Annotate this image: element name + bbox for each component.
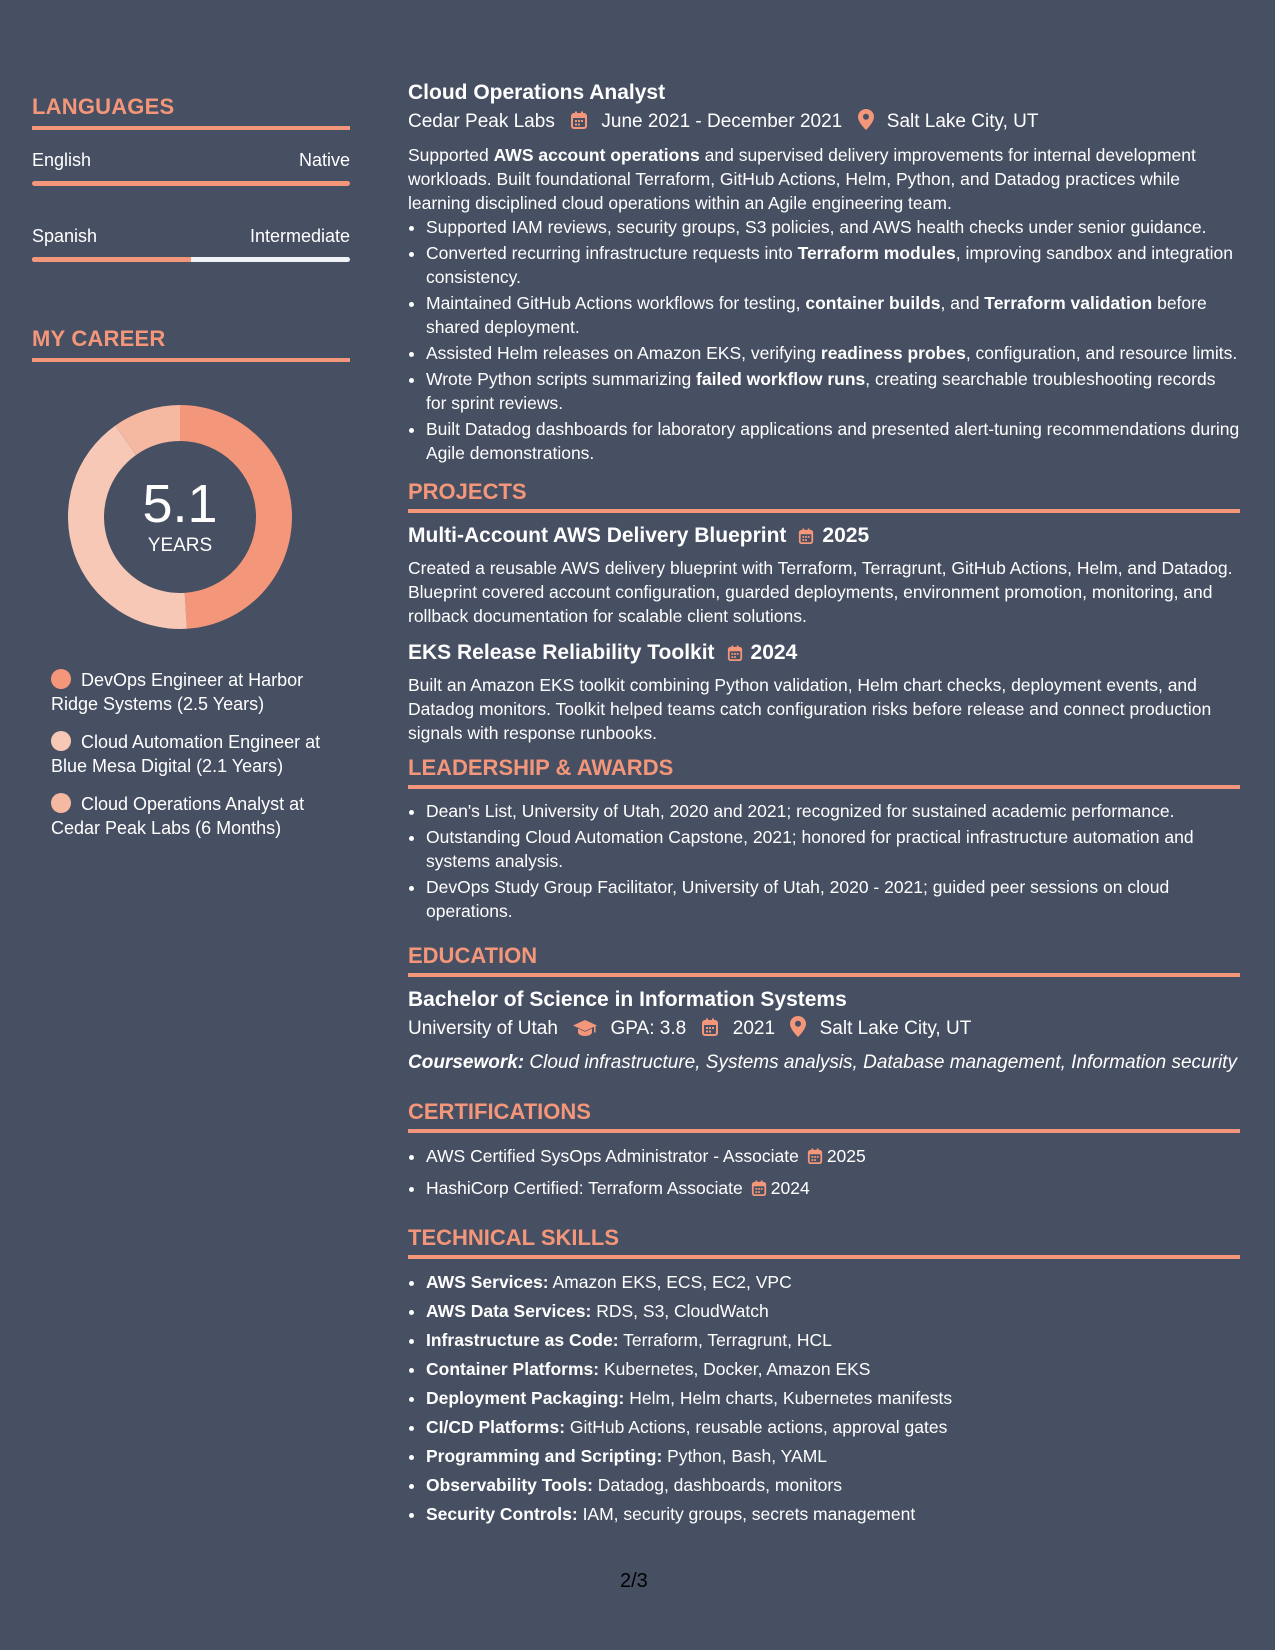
location-pin-icon <box>790 1016 806 1046</box>
languages-heading: LANGUAGES <box>32 94 350 130</box>
job-bullet <box>426 341 1240 365</box>
projects-heading: PROJECTS <box>408 479 1240 513</box>
skill-item <box>426 1443 1240 1470</box>
education-heading: EDUCATION <box>408 943 1240 977</box>
leadership-list <box>408 799 1240 923</box>
location-pin-icon <box>858 109 874 139</box>
project-title-row <box>408 523 1240 552</box>
certification-item <box>426 1175 1240 1205</box>
emphasis-text: readiness probes <box>820 343 966 363</box>
project-year: 2024 <box>750 641 798 664</box>
text-run: , configuration, and resource limits. <box>965 343 1238 363</box>
certification-name: HashiCorp Certified: Terraform Associate <box>426 1178 743 1198</box>
career-legend-item <box>51 792 326 840</box>
skill-values: Terraform, Terragrunt, HCL <box>618 1330 832 1350</box>
career-total-years: 5.1 <box>142 474 218 534</box>
school-name: University of Utah <box>408 1018 558 1039</box>
job-title: Cloud Operations Analyst <box>408 81 666 104</box>
page-number: 2/3 <box>620 1570 648 1592</box>
certification-name: AWS Certified SysOps Administrator - Associate <box>426 1146 799 1166</box>
career-heading: MY CAREER <box>32 326 350 362</box>
language-level: Intermediate <box>249 226 350 246</box>
text-run: , improving sandbox and integration consistency. <box>426 243 1234 287</box>
text-run: , creating searchable troubleshooting records for sprint reviews. <box>426 369 1216 413</box>
project-entry <box>408 523 1240 628</box>
award-item: • Outstanding Cloud Automation Capstone, 2021; honored for practical infrastructure automation and systems analysis. <box>426 825 1240 873</box>
calendar-icon <box>727 643 743 669</box>
skill-values: RDS, S3, CloudWatch <box>591 1301 769 1321</box>
career-legend-label: DevOps Engineer at Harbor Ridge Systems (2.5 Years) <box>51 670 304 714</box>
language-name: English <box>32 150 92 170</box>
skill-category: Observability Tools: <box>426 1475 593 1495</box>
skills-list <box>408 1269 1240 1528</box>
graduation-cap-icon <box>573 1018 597 1046</box>
skill-item <box>426 1385 1240 1412</box>
emphasis-text: Terraform modules <box>797 243 956 263</box>
text-run: , and <box>940 293 985 313</box>
certification-year: 2025 <box>826 1146 866 1166</box>
certification-year: 2024 <box>770 1178 810 1198</box>
skill-category: Security Controls: <box>426 1504 578 1524</box>
skill-item <box>426 1472 1240 1499</box>
spacer <box>32 186 350 206</box>
job-location: Salt Lake City, UT <box>886 111 1039 132</box>
text-run: Assisted Helm releases on Amazon EKS, verifying <box>426 343 821 363</box>
experience-entry <box>408 80 1240 465</box>
projects-list <box>408 523 1240 745</box>
skill-values: Amazon EKS, ECS, EC2, VPC <box>548 1272 792 1292</box>
skill-values: GitHub Actions, reusable actions, approval gates <box>565 1417 948 1437</box>
job-bullet <box>426 291 1240 339</box>
career-legend-item <box>51 730 326 778</box>
text-run: and supervised delivery improvements for internal development workloads. Built foundational Terraform, GitHub Actions, Helm, Python, and Datadog practices while learning disciplined cloud operations within an Agile engineering team. <box>408 145 1196 213</box>
job-bullet <box>426 241 1240 289</box>
job-bullet <box>426 215 1240 239</box>
degree-title: Bachelor of Science in Information Systems <box>408 988 847 1011</box>
skill-category: AWS Services: <box>426 1272 549 1292</box>
project-year: 2025 <box>822 524 870 547</box>
certifications-heading: CERTIFICATIONS <box>408 1099 1240 1133</box>
skill-values: IAM, security groups, secrets management <box>577 1504 916 1524</box>
legend-dot-icon <box>51 793 71 813</box>
project-entry <box>408 640 1240 745</box>
text-run: Wrote Python scripts summarizing <box>426 369 697 389</box>
coursework <box>408 1050 1240 1075</box>
calendar-icon <box>807 1146 823 1173</box>
skill-category: Infrastructure as Code: <box>426 1330 619 1350</box>
language-row <box>32 226 350 247</box>
text-run: Converted recurring infrastructure requests into <box>426 243 798 263</box>
calendar-icon <box>701 1018 719 1046</box>
project-name: Multi-Account AWS Delivery Blueprint <box>408 524 787 547</box>
skill-values: Python, Bash, YAML <box>662 1446 828 1466</box>
language-name: Spanish <box>32 226 98 246</box>
skill-item <box>426 1327 1240 1354</box>
language-level: Native <box>298 150 350 170</box>
job-bullets <box>408 215 1240 465</box>
project-name: EKS Release Reliability Toolkit <box>408 641 715 664</box>
job-dates: June 2021 - December 2021 <box>601 111 843 132</box>
coursework-label: Coursework: <box>408 1052 525 1073</box>
coursework-list: Cloud infrastructure, Systems analysis, Database management, Information security <box>524 1052 1237 1073</box>
career-legend-item <box>51 668 326 716</box>
skill-category: AWS Data Services: <box>426 1301 592 1321</box>
leadership-heading: LEADERSHIP & AWARDS <box>408 755 1240 789</box>
skill-values: Helm, Helm charts, Kubernetes manifests <box>624 1388 953 1408</box>
emphasis-text: Terraform validation <box>984 293 1153 313</box>
job-summary <box>408 143 1240 215</box>
career-legend <box>51 668 350 840</box>
career-donut-chart <box>65 402 295 632</box>
text-run: Supported <box>408 145 494 165</box>
job-meta <box>408 108 1240 139</box>
skill-category: Deployment Packaging: <box>426 1388 625 1408</box>
graduation-year: 2021 <box>732 1018 776 1039</box>
languages-list <box>32 150 350 262</box>
certifications-list <box>408 1143 1240 1205</box>
emphasis-text: failed workflow runs <box>696 369 866 389</box>
career-legend-label: Cloud Automation Engineer at Blue Mesa Digital (2.1 Years) <box>51 732 321 776</box>
calendar-icon <box>798 526 814 552</box>
award-item: • DevOps Study Group Facilitator, University of Utah, 2020 - 2021; guided peer sessions on cloud operations. <box>426 875 1240 923</box>
legend-dot-icon <box>51 669 71 689</box>
skill-category: Container Platforms: <box>426 1359 600 1379</box>
skill-item <box>426 1501 1240 1528</box>
career-legend-label: Cloud Operations Analyst at Cedar Peak Labs (6 Months) <box>51 794 305 838</box>
legend-dot-icon <box>51 731 71 751</box>
skill-item <box>426 1269 1240 1296</box>
emphasis-text: container builds <box>805 293 941 313</box>
language-row <box>32 150 350 171</box>
skill-item <box>426 1414 1240 1441</box>
certification-item <box>426 1143 1240 1173</box>
skill-category: Programming and Scripting: <box>426 1446 663 1466</box>
company-name: Cedar Peak Labs <box>408 111 555 132</box>
project-title-row <box>408 640 1240 669</box>
calendar-icon <box>751 1178 767 1205</box>
award-item: • Dean's List, University of Utah, 2020 and 2021; recognized for sustained academic performance. <box>426 799 1240 823</box>
skill-category: CI/CD Platforms: <box>426 1417 566 1437</box>
job-bullet <box>426 417 1240 465</box>
project-description: Created a reusable AWS delivery blueprint with Terraform, Terragrunt, GitHub Actions, Helm, and Datadog. Blueprint covered account configuration, guarded deployments, environment promotion, monitoring, and rollback documentation for scalable client solutions. <box>408 558 1233 626</box>
skills-heading: TECHNICAL SKILLS <box>408 1225 1240 1259</box>
skill-item <box>426 1298 1240 1325</box>
emphasis-text: AWS account operations <box>493 145 700 165</box>
skill-values: Kubernetes, Docker, Amazon EKS <box>599 1359 871 1379</box>
text-run: Supported IAM reviews, security groups, S3 policies, and AWS health checks under senior guidance. <box>426 217 1207 237</box>
text-run: Built Datadog dashboards for laboratory applications and presented alert-tuning recommendations during Agile demonstrations. <box>426 419 1240 463</box>
main-column <box>408 0 1240 1530</box>
job-bullet <box>426 367 1240 415</box>
skill-item <box>426 1356 1240 1383</box>
text-run: Maintained GitHub Actions workflows for testing, <box>426 293 806 313</box>
gpa: GPA: 3.8 <box>610 1018 687 1039</box>
career-years-label: YEARS <box>147 535 213 556</box>
text-run: before shared deployment. <box>426 293 1207 337</box>
calendar-icon <box>570 111 588 139</box>
education-meta <box>408 1015 1240 1046</box>
skill-values: Datadog, dashboards, monitors <box>592 1475 842 1495</box>
project-description: Built an Amazon EKS toolkit combining Python validation, Helm chart checks, deployment events, and Datadog monitors. Toolkit helped teams catch configuration risks before release and connect production signals with response runbooks. <box>408 675 1212 743</box>
school-location: Salt Lake City, UT <box>819 1018 972 1039</box>
sidebar <box>32 0 350 854</box>
